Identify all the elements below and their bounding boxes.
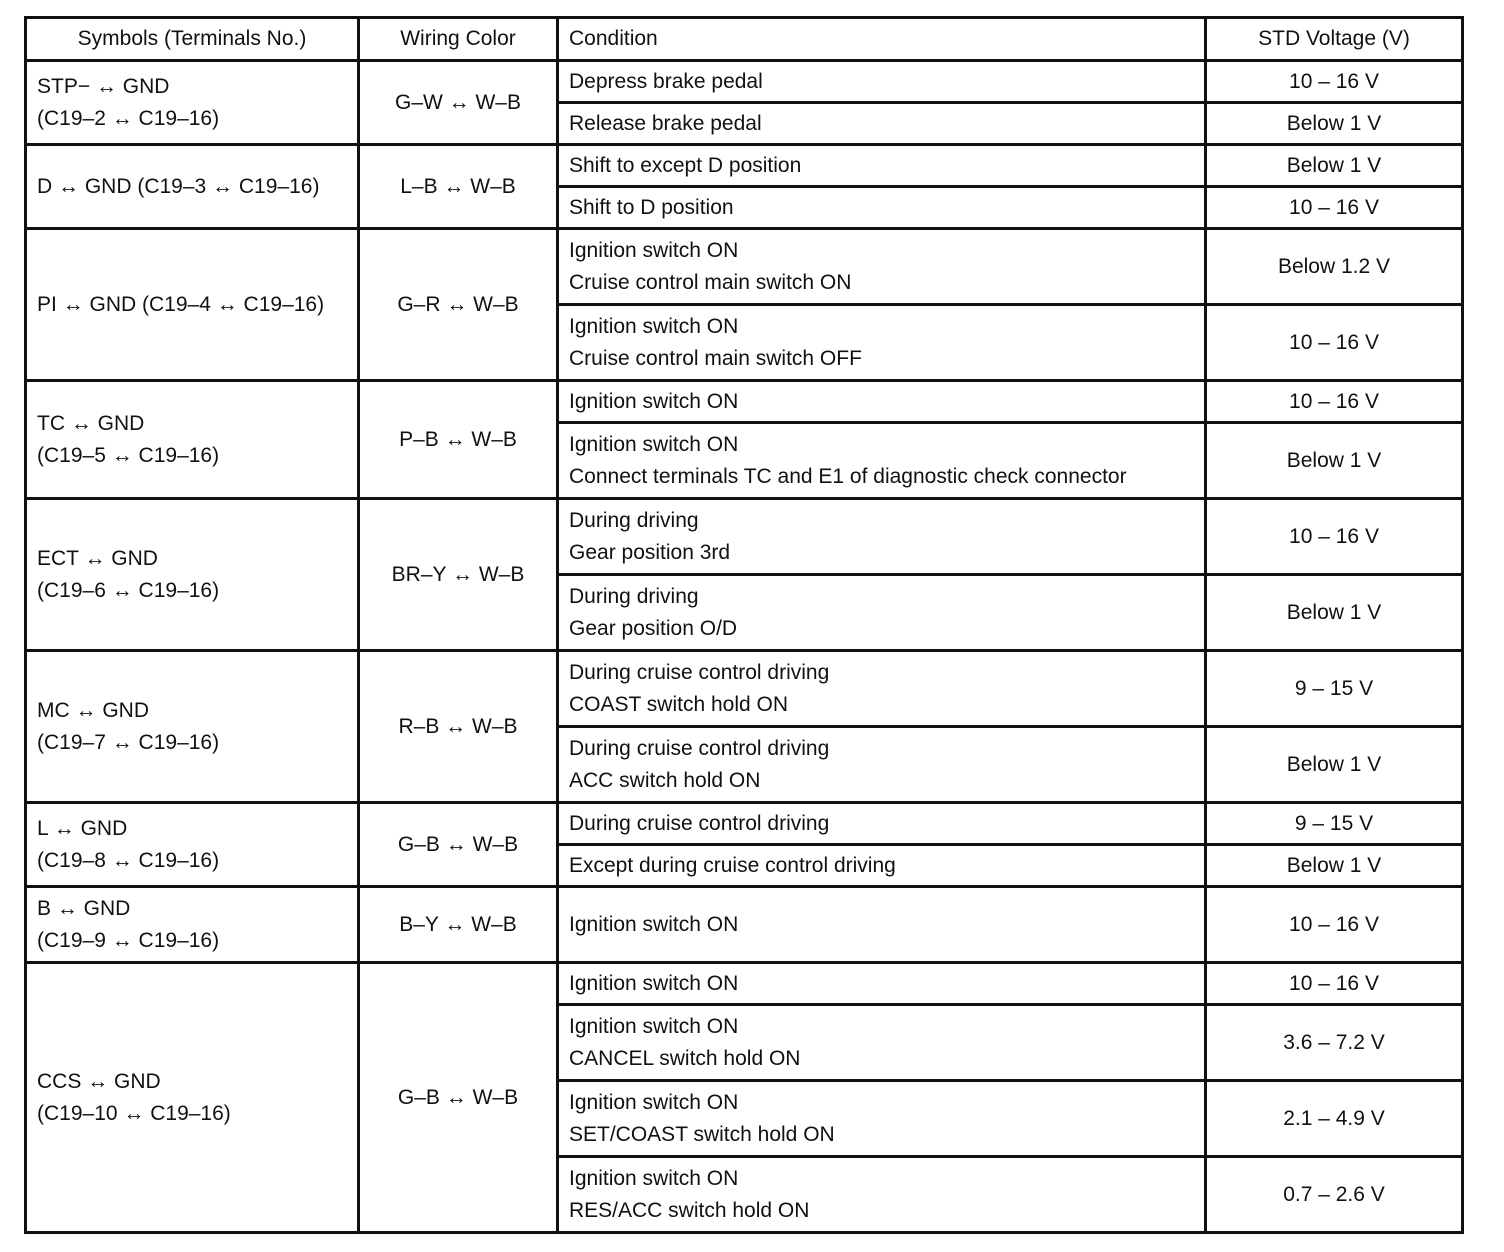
text-line: Gear position O/D — [569, 616, 738, 640]
std-voltage-cell: Below 1 V — [1206, 423, 1463, 499]
text-line: During cruise control driving — [569, 811, 830, 835]
header-wiring-color: Wiring Color — [359, 18, 558, 61]
table-row — [26, 803, 1463, 845]
table-row — [26, 61, 1463, 103]
text-line: D ↔ GND (C19–3 ↔ C19–16) — [37, 174, 320, 198]
text-line: (C19–2 ↔ C19–16) — [37, 106, 220, 130]
terminal-symbol-cell — [26, 887, 359, 963]
terminal-symbol-cell — [26, 499, 359, 651]
condition-cell — [558, 103, 1206, 145]
text-line: Cruise control main switch ON — [569, 270, 852, 294]
wiring-color-cell: B–Y ↔ W–B — [359, 887, 558, 963]
wiring-color-cell: G–R ↔ W–B — [359, 229, 558, 381]
text-line: Ignition switch ON — [569, 389, 739, 413]
wiring-color-cell: G–W ↔ W–B — [359, 61, 558, 145]
text-line: RES/ACC switch hold ON — [569, 1198, 810, 1222]
condition-cell — [558, 229, 1206, 305]
std-voltage-cell: Below 1 V — [1206, 845, 1463, 887]
std-voltage-cell: 3.6 – 7.2 V — [1206, 1005, 1463, 1081]
terminal-voltage-table — [24, 16, 1464, 1234]
condition-cell — [558, 575, 1206, 651]
wiring-color-cell: G–B ↔ W–B — [359, 963, 558, 1233]
condition-cell — [558, 651, 1206, 727]
text-line: ACC switch hold ON — [569, 768, 761, 792]
terminal-symbol-cell — [26, 229, 359, 381]
text-line: CANCEL switch hold ON — [569, 1046, 801, 1070]
terminal-symbol-cell — [26, 651, 359, 803]
wiring-color-cell: R–B ↔ W–B — [359, 651, 558, 803]
text-line: CCS ↔ GND — [37, 1069, 161, 1093]
terminal-symbol-cell — [26, 963, 359, 1233]
text-line: During driving — [569, 584, 699, 608]
text-line: Ignition switch ON — [569, 912, 739, 936]
condition-cell — [558, 381, 1206, 423]
text-line: During driving — [569, 508, 699, 532]
text-line: ECT ↔ GND — [37, 546, 158, 570]
text-line: Depress brake pedal — [569, 69, 763, 93]
text-line: Ignition switch ON — [569, 1014, 739, 1038]
condition-cell — [558, 727, 1206, 803]
text-line: (C19–6 ↔ C19–16) — [37, 578, 220, 602]
std-voltage-cell: 10 – 16 V — [1206, 963, 1463, 1005]
text-line: STP− ↔ GND — [37, 74, 170, 98]
text-line: MC ↔ GND — [37, 698, 149, 722]
condition-cell — [558, 61, 1206, 103]
std-voltage-cell: 10 – 16 V — [1206, 61, 1463, 103]
text-line: COAST switch hold ON — [569, 692, 789, 716]
header-std-voltage: STD Voltage (V) — [1206, 18, 1463, 61]
std-voltage-cell: Below 1 V — [1206, 145, 1463, 187]
text-line: Ignition switch ON — [569, 314, 739, 338]
text-line: (C19–9 ↔ C19–16) — [37, 928, 220, 952]
text-line: B ↔ GND — [37, 896, 131, 920]
table-row — [26, 381, 1463, 423]
text-line: Connect terminals TC and E1 of diagnostic check connector — [569, 464, 1127, 488]
terminal-symbol-cell — [26, 803, 359, 887]
text-line: Ignition switch ON — [569, 1166, 739, 1190]
std-voltage-cell: 9 – 15 V — [1206, 651, 1463, 727]
std-voltage-cell: 10 – 16 V — [1206, 887, 1463, 963]
std-voltage-cell: 0.7 – 2.6 V — [1206, 1157, 1463, 1233]
std-voltage-cell: Below 1 V — [1206, 575, 1463, 651]
text-line: PI ↔ GND (C19–4 ↔ C19–16) — [37, 292, 325, 316]
text-line: L ↔ GND — [37, 816, 128, 840]
text-line: Cruise control main switch OFF — [569, 346, 862, 370]
std-voltage-cell: Below 1 V — [1206, 103, 1463, 145]
condition-cell — [558, 845, 1206, 887]
text-line: (C19–7 ↔ C19–16) — [37, 730, 220, 754]
text-line: Ignition switch ON — [569, 238, 739, 262]
condition-cell — [558, 887, 1206, 963]
condition-cell — [558, 963, 1206, 1005]
std-voltage-cell: 2.1 – 4.9 V — [1206, 1081, 1463, 1157]
table-body — [26, 61, 1463, 1233]
text-line: During cruise control driving — [569, 736, 830, 760]
condition-cell — [558, 187, 1206, 229]
text-line: SET/COAST switch hold ON — [569, 1122, 835, 1146]
table-row — [26, 651, 1463, 727]
condition-cell — [558, 1081, 1206, 1157]
condition-cell — [558, 145, 1206, 187]
std-voltage-cell: 10 – 16 V — [1206, 305, 1463, 381]
table-row — [26, 887, 1463, 963]
table-row — [26, 963, 1463, 1005]
condition-cell — [558, 803, 1206, 845]
text-line: Shift to except D position — [569, 153, 802, 177]
text-line: (C19–5 ↔ C19–16) — [37, 443, 220, 467]
std-voltage-cell: 10 – 16 V — [1206, 381, 1463, 423]
text-line: (C19–10 ↔ C19–16) — [37, 1101, 231, 1125]
condition-cell — [558, 1005, 1206, 1081]
terminal-symbol-cell — [26, 145, 359, 229]
std-voltage-cell: 10 – 16 V — [1206, 187, 1463, 229]
wiring-color-cell: P–B ↔ W–B — [359, 381, 558, 499]
wiring-color-cell: G–B ↔ W–B — [359, 803, 558, 887]
text-line: Shift to D position — [569, 195, 734, 219]
table-row — [26, 145, 1463, 187]
condition-cell — [558, 499, 1206, 575]
header-symbols: Symbols (Terminals No.) — [26, 18, 359, 61]
table-header-row — [26, 18, 1463, 61]
std-voltage-cell: Below 1.2 V — [1206, 229, 1463, 305]
terminal-symbol-cell — [26, 381, 359, 499]
text-line: (C19–8 ↔ C19–16) — [37, 848, 220, 872]
text-line: Release brake pedal — [569, 111, 762, 135]
text-line: Gear position 3rd — [569, 540, 731, 564]
text-line: Ignition switch ON — [569, 432, 739, 456]
header-condition: Condition — [558, 18, 1206, 61]
text-line: TC ↔ GND — [37, 411, 145, 435]
text-line: Ignition switch ON — [569, 971, 739, 995]
text-line: Except during cruise control driving — [569, 853, 896, 877]
table-row — [26, 229, 1463, 305]
std-voltage-cell: 9 – 15 V — [1206, 803, 1463, 845]
condition-cell — [558, 305, 1206, 381]
text-line: During cruise control driving — [569, 660, 830, 684]
text-line: Ignition switch ON — [569, 1090, 739, 1114]
terminal-symbol-cell — [26, 61, 359, 145]
std-voltage-cell: 10 – 16 V — [1206, 499, 1463, 575]
table-row — [26, 499, 1463, 575]
std-voltage-cell: Below 1 V — [1206, 727, 1463, 803]
condition-cell — [558, 1157, 1206, 1233]
wiring-color-cell: BR–Y ↔ W–B — [359, 499, 558, 651]
condition-cell — [558, 423, 1206, 499]
wiring-color-cell: L–B ↔ W–B — [359, 145, 558, 229]
